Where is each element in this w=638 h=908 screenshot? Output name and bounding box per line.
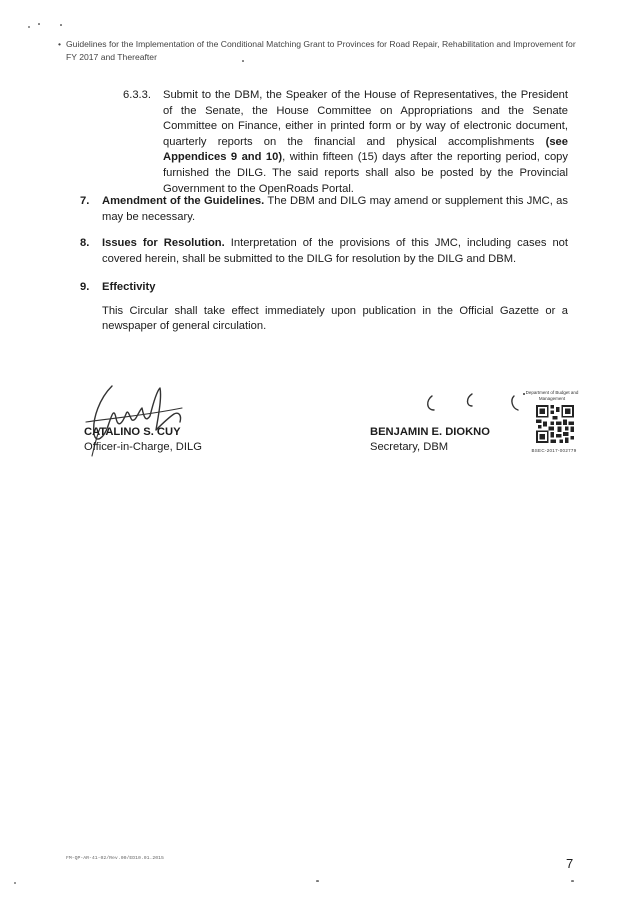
section-text-1: Submit to the DBM, the Speaker of the House of Representatives, the President of the Senate, the House Committee on Appropriations and the Senate Committee on Finance, either in printed form or by way of electronic document, quarterly reports on the financial and physical accomplishments (163, 89, 568, 148)
item-text: Interpretation of the provisions of this JMC, including cases not covered herein, shall be submitted to the DILG for resolution by the DILG and DBM. (102, 237, 568, 265)
signatory-title: Secretary, DBM (370, 441, 449, 454)
scan-speck (38, 23, 40, 25)
page-number: 7 (566, 856, 574, 871)
qr-serial-number: BSEC-2017-002779 (531, 448, 577, 453)
signatory-title: Officer-in-Charge, DILG (84, 441, 202, 454)
section-body (163, 88, 568, 197)
form-code: FM-QP-AR-41-02/Rev.00/ED10.01.2015 (66, 856, 164, 861)
section-6-3-3 (123, 88, 568, 197)
qr-stamp-label: Department of Budget and Management (525, 390, 579, 401)
page-header (58, 38, 586, 63)
scan-speck (242, 60, 244, 62)
item-title: Amendment of the Guidelines. (102, 195, 265, 207)
signatory-name: CATALINO S. CUY (84, 426, 181, 438)
item-number: 8. (80, 237, 90, 249)
scan-speck (28, 26, 30, 28)
item-title: Effectivity (102, 281, 156, 293)
scan-speck (571, 880, 574, 882)
section-number: 6.3.3. (123, 89, 151, 101)
signature-dbm (418, 390, 538, 420)
header-bullet: • (58, 39, 62, 49)
scan-speck (60, 24, 62, 26)
appendix-reference: (see Appendices 9 and 10) (163, 135, 568, 164)
qr-code-icon (536, 405, 574, 443)
header-title: Guidelines for the Implementation of the Conditional Matching Grant to Provinces for Road Repair, Rehabilitation and Improvement for FY 2017 and Thereafter (66, 39, 576, 62)
item-number: 7. (80, 195, 90, 207)
item-title: Issues for Resolution. (102, 237, 225, 249)
scan-speck (316, 880, 319, 882)
section-text-2: , within fifteen (15) days after the reporting period, copy furnished the DILG. The said reports shall also be posted by the Provincial Government to the OpenRoads Portal. (163, 151, 568, 195)
signatory-dbm (370, 425, 490, 456)
item-number: 9. (80, 281, 90, 293)
item-effectivity (80, 280, 568, 335)
scan-speck (14, 882, 16, 884)
signatory-dilg (84, 425, 202, 456)
item-amendment (80, 194, 568, 225)
item-issues-resolution (80, 236, 568, 267)
item-text: This Circular shall take effect immediately upon publication in the Official Gazette or a newspaper of general circulation. (102, 304, 568, 333)
signatory-name: BENJAMIN E. DIOKNO (370, 426, 490, 438)
item-text: The DBM and DILG may amend or supplement this JMC, as may be necessary. (102, 195, 568, 223)
